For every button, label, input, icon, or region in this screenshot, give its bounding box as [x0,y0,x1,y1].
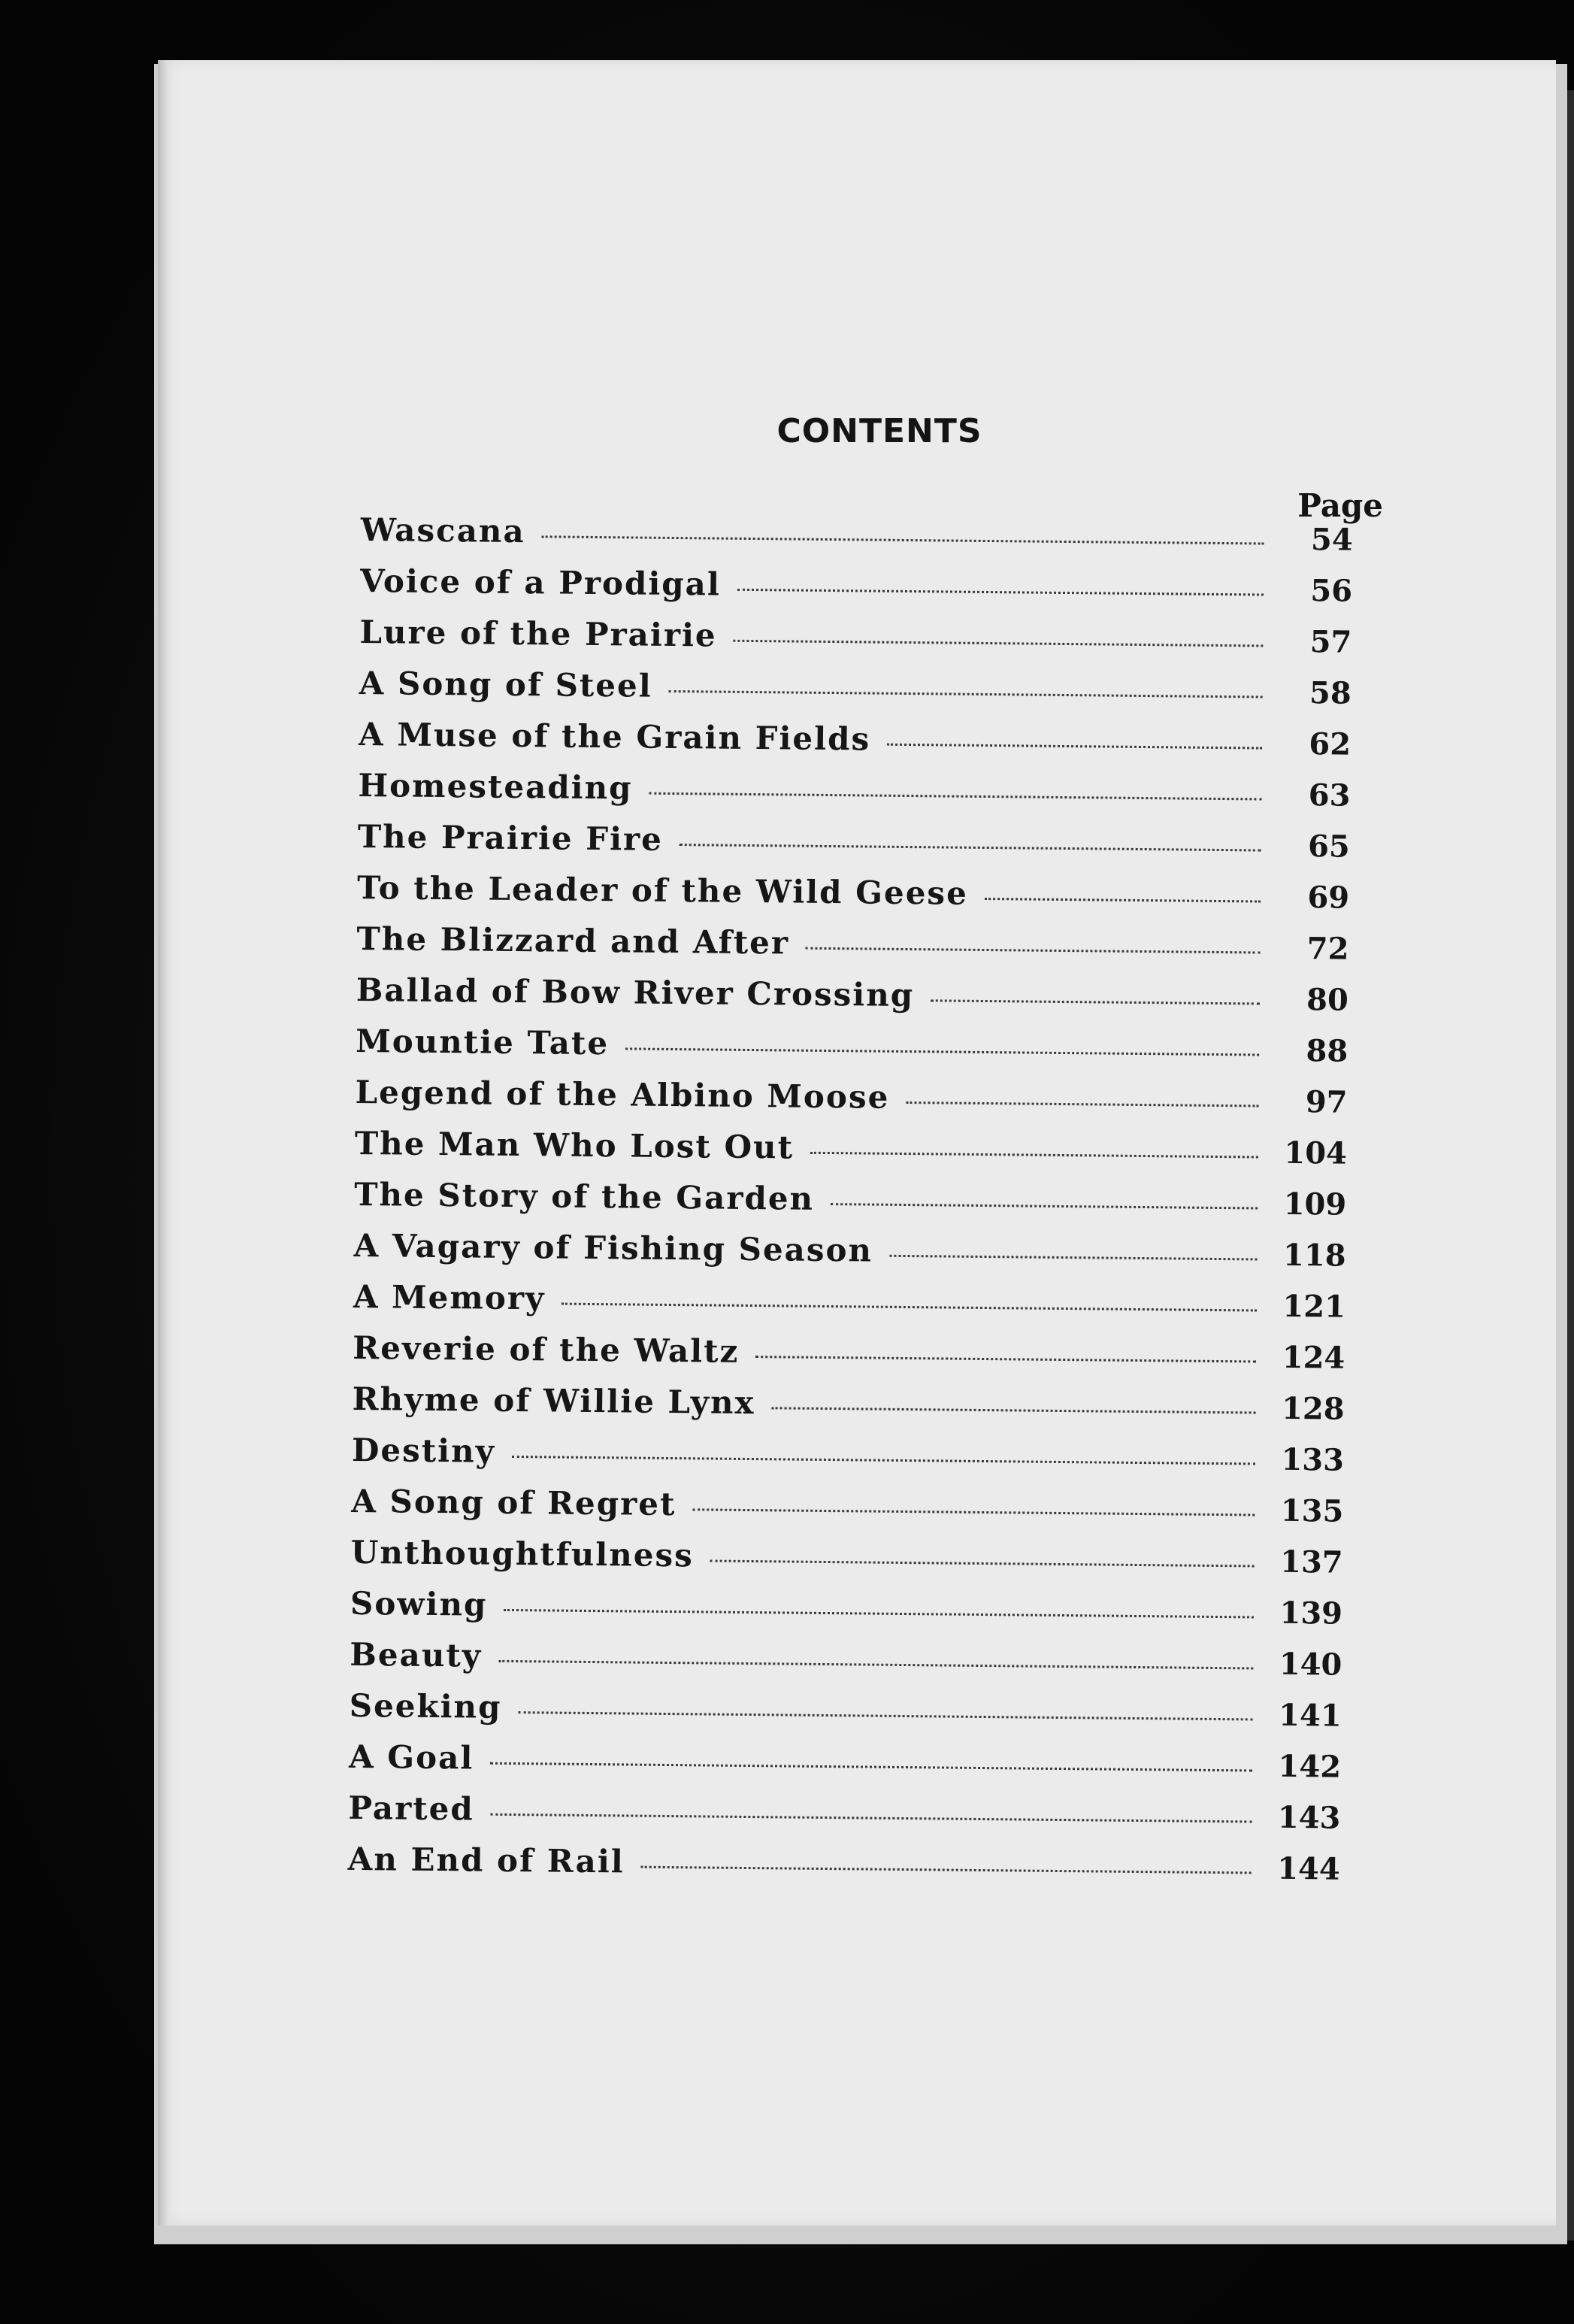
dot-leader [649,792,1261,801]
dot-leader [710,1560,1255,1568]
toc-entry [356,971,1379,1032]
toc-entry [350,1585,1373,1646]
toc-entry [357,818,1380,879]
toc-entry-page: 139 [1279,1595,1343,1632]
toc-entry-title: Sowing [350,1584,488,1623]
toc-entry-title: Legend of the Albino Moose [355,1073,890,1116]
toc-entry-title: The Story of the Garden [354,1175,815,1217]
toc-entry-page: 143 [1277,1799,1341,1836]
toc-entry-title: To the Leader of the Wild Geese [356,868,969,912]
toc-entry-title: Mountie Tate [356,1022,610,1062]
toc-entry-title: Voice of a Prodigal [359,562,722,603]
dot-leader [641,1866,1252,1874]
toc-entry-title: A Goal [348,1738,474,1777]
toc-entry [350,1636,1373,1697]
toc-entry-page: 124 [1282,1339,1345,1376]
toc-entry [357,869,1380,930]
toc-entry [352,1432,1375,1492]
dot-leader [518,1711,1252,1720]
dot-leader [985,898,1261,903]
toc-entry-title: Homesteading [358,766,633,807]
toc-entry-page: 63 [1308,777,1351,814]
toc-entry-page: 65 [1307,829,1351,865]
toc-entry-page: 141 [1278,1697,1342,1734]
toc-entry [355,1125,1378,1186]
toc-entry-page: 133 [1281,1441,1345,1478]
toc-entry [359,614,1382,674]
toc-entry-page: 54 [1310,522,1353,558]
toc-entry-page: 72 [1306,931,1349,967]
toc-entry [359,716,1382,777]
dot-leader [772,1407,1256,1413]
toc-entry [353,1227,1376,1288]
dot-leader [490,1762,1252,1772]
dot-leader [810,1152,1258,1159]
toc-entry-page: 88 [1306,1033,1348,1069]
toc-entry-page: 140 [1279,1646,1342,1683]
dot-leader [561,1303,1257,1312]
toc-entry-title: The Blizzard and After [356,920,790,962]
toc-entry [351,1483,1374,1544]
toc-entry-title: A Vagary of Fishing Season [353,1226,873,1269]
dot-leader [512,1456,1255,1465]
toc-entry-title: A Song of Steel [359,664,652,704]
toc-entry-page: 121 [1282,1288,1346,1325]
dot-leader [669,690,1263,698]
toc-entry-title: Ballad of Bow River Crossing [356,971,915,1014]
toc-entry [350,1534,1373,1595]
toc-entry [359,665,1382,726]
toc-entry-page: 135 [1280,1492,1344,1529]
toc-entry-title: Reverie of the Waltz [353,1329,740,1370]
toc-entry [360,562,1383,623]
toc-entry-page: 80 [1306,982,1349,1018]
toc-entry-title: A Memory [353,1277,546,1317]
toc-entry-page: 58 [1309,675,1352,711]
dot-leader [680,844,1261,851]
toc-entry-page: 62 [1309,726,1352,762]
toc-entry-title: Lure of the Prairie [359,613,717,654]
toc-entry-title: Parted [348,1789,474,1828]
toc-entry-page: 137 [1279,1544,1343,1580]
dot-leader [931,999,1260,1004]
toc-entry-page: 69 [1307,880,1350,916]
toc-entry [356,920,1379,981]
toc-entry-page: 56 [1310,573,1353,609]
toc-entry-page: 142 [1278,1748,1342,1785]
toc-entry [355,1074,1378,1135]
toc-entry [348,1789,1371,1850]
dot-leader [498,1660,1253,1670]
toc-entry-title: A Song of Regret [351,1482,677,1523]
dot-leader [887,744,1262,750]
dot-leader [625,1047,1259,1056]
toc-entry-page: 109 [1283,1186,1347,1223]
toc-entry-title: An End of Rail [347,1840,625,1880]
dot-leader [737,589,1264,596]
toc-entry-page: 104 [1284,1135,1348,1171]
toc-entry-page: 128 [1281,1390,1345,1427]
toc-entry [347,1841,1370,1901]
toc-entry-title: Rhyme of Willie Lynx [352,1380,755,1422]
toc-entry [349,1738,1372,1799]
toc-entry-title: Unthoughtfulness [350,1533,694,1574]
page-gutter [158,60,168,2226]
toc-entry-title: A Muse of the Grain Fields [358,715,871,758]
dot-leader [889,1255,1258,1261]
contents-heading: CONTENTS [776,412,982,450]
page-column-heading: Page [1297,487,1383,524]
dot-leader [542,535,1264,544]
toc-entry [352,1380,1375,1441]
toc-entry-title: The Prairie Fire [357,817,664,858]
dot-leader [831,1203,1258,1209]
toc-entry [354,1176,1377,1237]
toc-entry [353,1278,1376,1339]
dot-leader [692,1508,1255,1516]
dot-leader [491,1813,1252,1823]
toc-entry-title: Destiny [351,1431,496,1470]
toc-entry-page: 97 [1305,1084,1348,1120]
dot-leader [734,640,1264,647]
toc-entry-page: 118 [1282,1237,1346,1274]
dot-leader [806,947,1261,954]
toc-entry [360,511,1383,572]
toc-entry-title: Seeking [349,1686,502,1726]
toc-entry [358,767,1381,828]
table-of-contents [347,511,1383,1901]
toc-entry [353,1329,1376,1390]
dot-leader [906,1101,1258,1107]
dot-leader [504,1609,1254,1619]
toc-entry-page: 144 [1277,1850,1340,1887]
toc-entry [349,1687,1372,1748]
toc-entry-page: 57 [1309,624,1352,660]
dot-leader [755,1356,1256,1362]
toc-entry-title: The Man Who Lost Out [354,1124,795,1166]
toc-entry-title: Beauty [350,1635,483,1674]
toc-entry-title: Wascana [360,511,525,550]
toc-entry [356,1023,1379,1083]
